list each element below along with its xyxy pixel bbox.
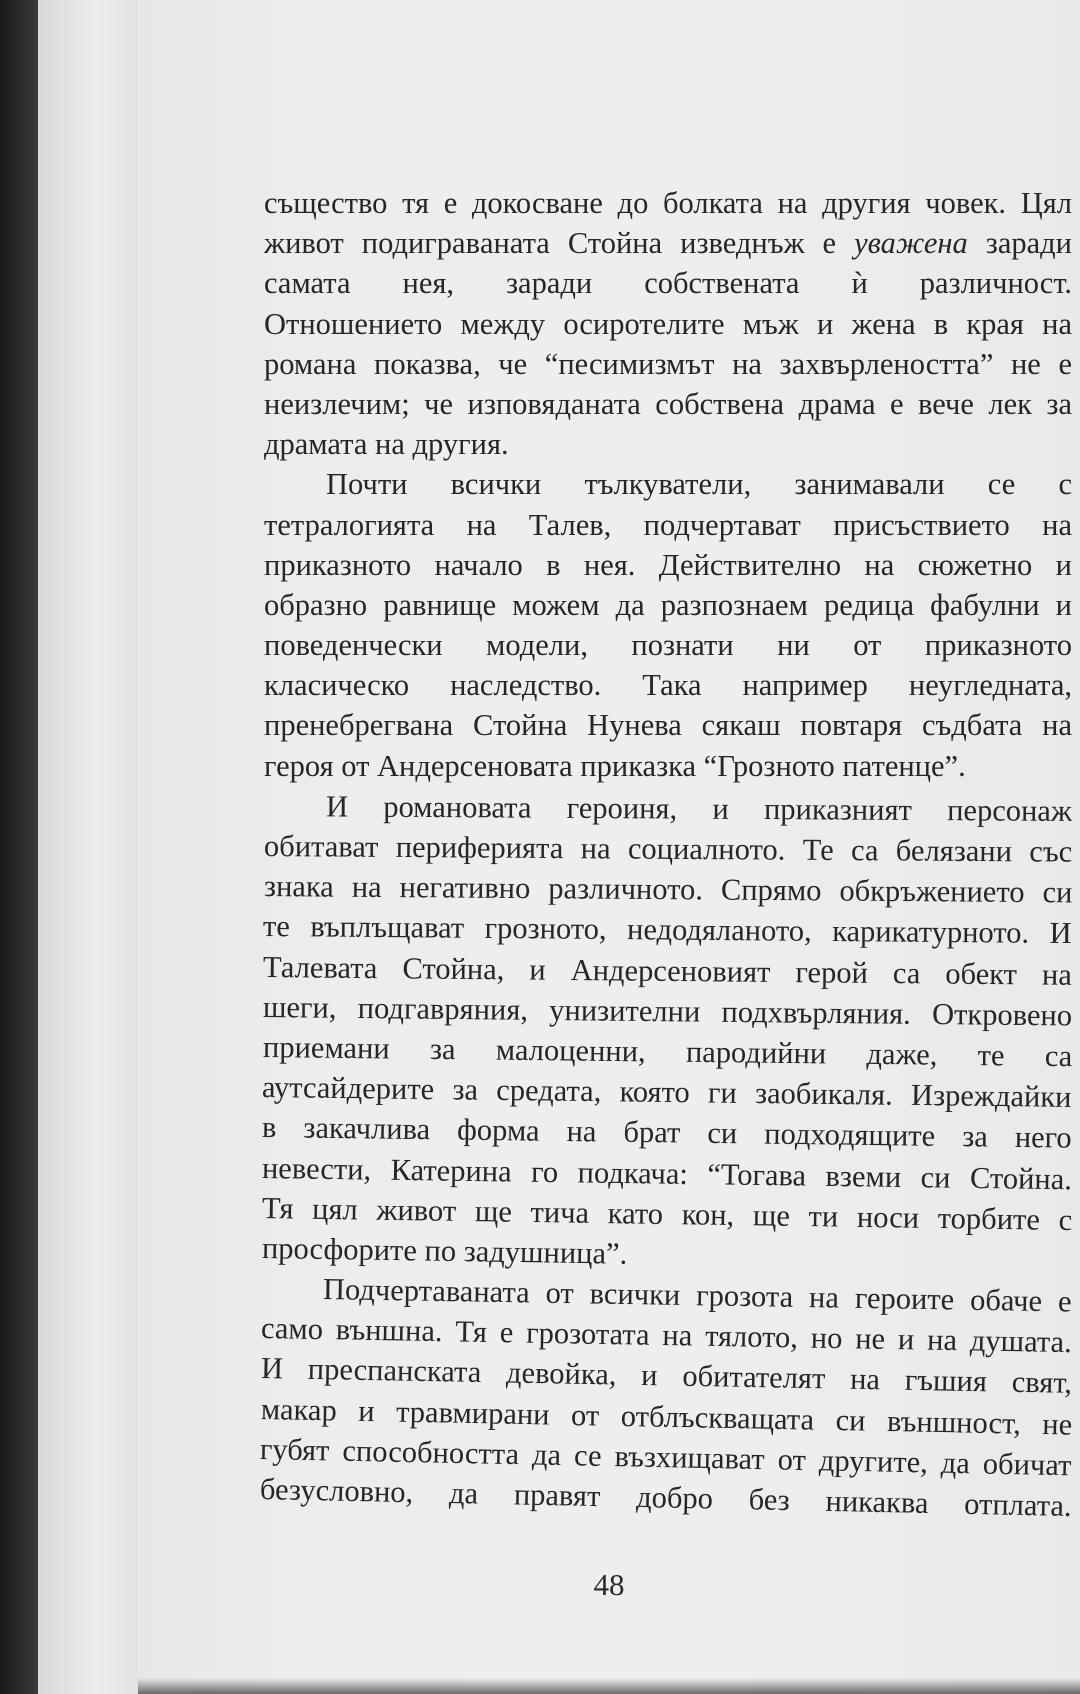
book-page [138,0,1080,1694]
text-line: същество тя е докосване до болката на другия човек. Цял [264,186,1072,220]
text-line: И романовата героиня, и приказният персонаж [325,789,1073,828]
text-line: Тя цял живот ще тича като кон, ще ти носи торбите с [261,1190,1073,1237]
text-line: те въплъщават грозното, недодяланото, карикатурното. И [263,909,1073,951]
page-number: 48 [593,1567,625,1602]
text-line: пренебрегвана Стойна Нунева сякаш повтаря съдбата на [264,708,1072,743]
paragraph-1 [264,183,1072,464]
text-line: макар и травмирани от отблъскващата си външност, не [260,1391,1073,1442]
text-line: героя от Андерсеновата приказка “Грозното патенце”. [264,748,966,783]
text-line: губят способността да се възхищават от другите, да обичат [260,1431,1073,1483]
text-line: поведенчески модели, познати ни от приказното [264,628,1072,663]
body-text [259,183,1073,1523]
paragraph-2 [264,464,1072,786]
text-line: Талевата Стойна, и Андерсеновият герой са обект на [262,949,1073,992]
text-line: неизлечим; че изповяданата собствена драма е вече лек за [264,386,1072,421]
paragraph-3 [261,786,1073,1271]
text-line: Подчертаваната от всички грозота на героите обаче е [323,1272,1073,1319]
text-line: в закачлива форма на брат си подходящите за него [262,1110,1073,1155]
text-line: обитават периферията на социалното. Те са белязани със [263,829,1073,869]
text-line: живот подигравaната Стойна изведнъж е уважена заради [264,226,1073,261]
text-line: приказното начало в нея. Действително на сюжетно и [264,547,1072,582]
scan-dark-edge [0,0,38,1694]
text-line: романа показва, че “песимизмът на захвърлеността” не е [264,346,1072,381]
text-line: шеги, подгавряния, унизителни подхвърляния. Откровено [262,989,1073,1033]
text-line: тетралогията на Талев, подчертават присъствието на [264,507,1072,542]
text-line: невести, Катерина го подкача: “Тогава вземи си Стойна. [261,1150,1073,1196]
text-line: Почти всички тълкуватели, занимавали се с [326,467,1072,502]
text-line: приемани за малоценни, пародийни даже, те са [262,1029,1073,1074]
text-line: само външна. Тя е грозотата на тялото, но не и на душата. [260,1311,1073,1360]
text-line: класическо наследство. Така например неугледната, [264,668,1072,703]
paragraph-4 [259,1268,1073,1523]
text-line: драмата на другия. [264,427,509,462]
emphasized-word: уважена [854,226,968,261]
text-line: аутсайдерите за средата, която ги заобикаля. Изреждайки [262,1070,1073,1115]
text-line: безусловно, да правят добро без никаква отплата. [259,1472,1073,1523]
text-line: И преспанската девойка, и обитателят на гъшия свят, [260,1351,1073,1401]
text-line: просфорите по задушница”. [261,1230,628,1271]
facing-page-edge [38,0,139,1694]
text-line: знака на негативно различното. Спрямо обкръжението си [263,869,1073,910]
text-line: самата нея, заради собствената ѝ различност. [264,266,1072,301]
text-line: Отношението между осиротелите мъж и жена в края на [264,306,1072,341]
text-line: образно равнище можем да разпознаем редица фабулни и [264,587,1072,622]
